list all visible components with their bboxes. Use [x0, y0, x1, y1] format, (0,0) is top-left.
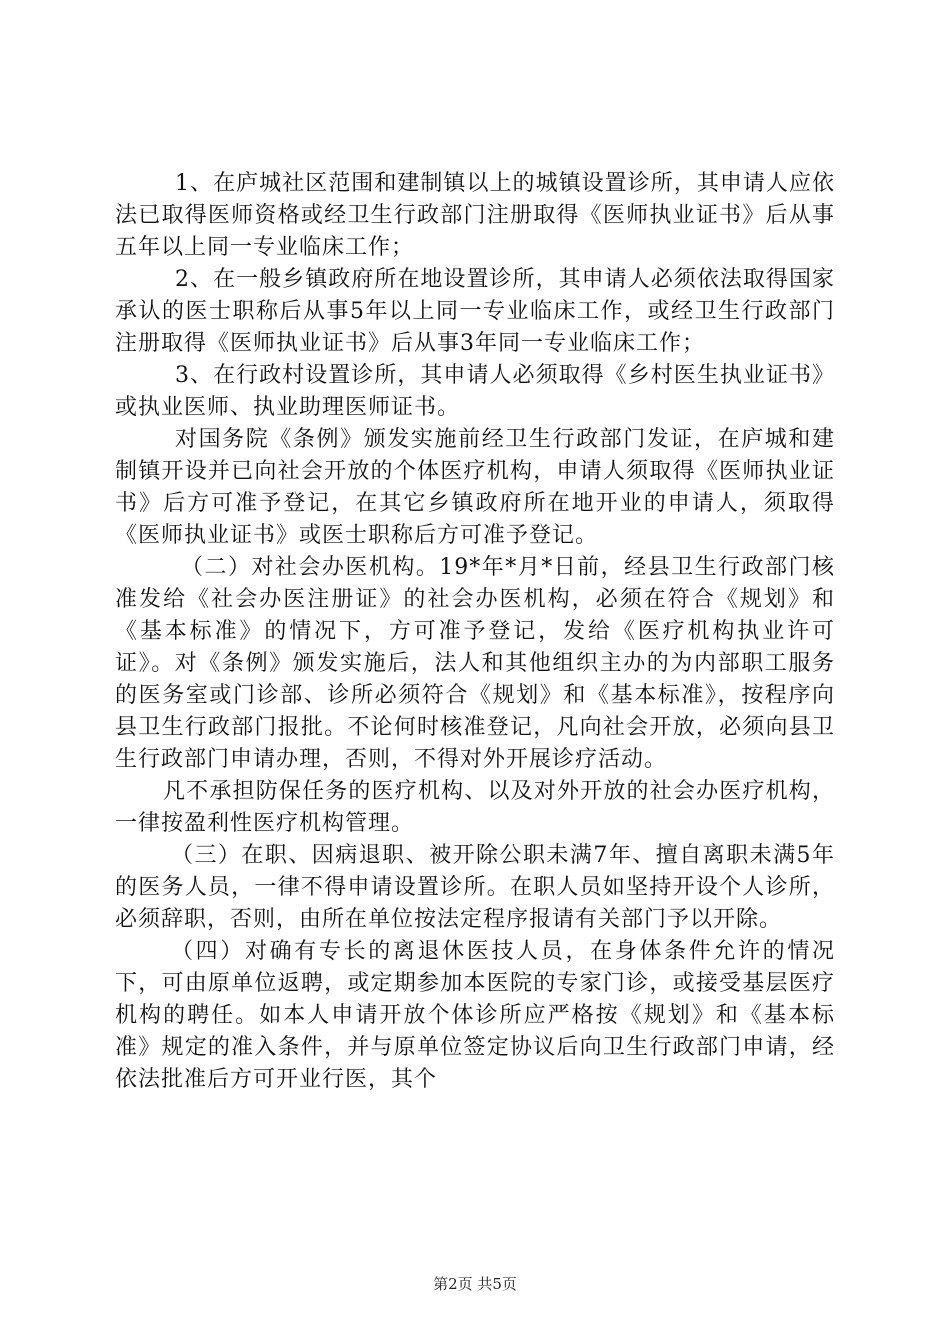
paragraph-section-3: （三）在职、因病退职、被开除公职未满7年、擅自离职未满5年的医务人员，一律不得申请设置诊所。在职人员如坚持开设个人诊所，必须辞职，否则，由所在单位按法定程序报请有关部门予以开除。 [115, 843, 835, 932]
paragraph-transitional-rule: 对国务院《条例》颁发实施前经卫生行政部门发证，在庐城和建制镇开设并已向社会开放的个体医疗机构，申请人须取得《医师执业证书》后方可准予登记，在其它乡镇政府所在地开业的申请人，须取得《医师执业证书》或医士职称后方可准予登记。 [115, 427, 835, 548]
document-body [115, 168, 835, 1096]
page-number-footer: 第2页 共5页 [433, 1275, 517, 1293]
paragraph-item-2: 2、在一般乡镇政府所在地设置诊所，其申请人必须依法取得国家承认的医士职称后从事5年以上同一专业临床工作，或经卫生行政部门注册取得《医师执业证书》后从事3年同一专业临床工作； [115, 267, 835, 356]
paragraph-item-1: 1、在庐城社区范围和建制镇以上的城镇设置诊所，其申请人应依法已取得医师资格或经卫生行政部门注册取得《医师执业证书》后从事五年以上同一专业临床工作； [115, 171, 835, 260]
paragraph-profit-rule: 凡不承担防保任务的医疗机构、以及对外开放的社会办医疗机构，一律按盈利性医疗机构管理。 [115, 779, 835, 836]
paragraph-section-4: （四）对确有专长的离退休医技人员，在身体条件允许的情况下，可由原单位返聘，或定期参加本医院的专家门诊，或接受基层医疗机构的聘任。如本人申请开放个体诊所应严格按《规划》和《基本标准》规定的准入条件，并与原单位签定协议后向卫生行政部门申请，经依法批准后方可开业行医，其个 [115, 939, 835, 1092]
paragraph-section-2: （二）对社会办医机构。19*年*月*日前，经县卫生行政部门核准发给《社会办医注册证》的社会办医机构，必须在符合《规划》和《基本标准》的情况下，方可准予登记，发给《医疗机构执业许可证》。对《条例》颁发实施后，法人和其他组织主办的为内部职工服务的医务室或门诊部、诊所必须符合《规划》和《基本标准》，按程序向县卫生行政部门报批。不论何时核准登记，凡向社会开放，必须向县卫生行政部门申请办理，否则，不得对外开展诊疗活动。 [115, 555, 835, 772]
paragraph-item-3: 3、在行政村设置诊所，其申请人必须取得《乡村医生执业证书》或执业医师、执业助理医师证书。 [115, 363, 835, 420]
